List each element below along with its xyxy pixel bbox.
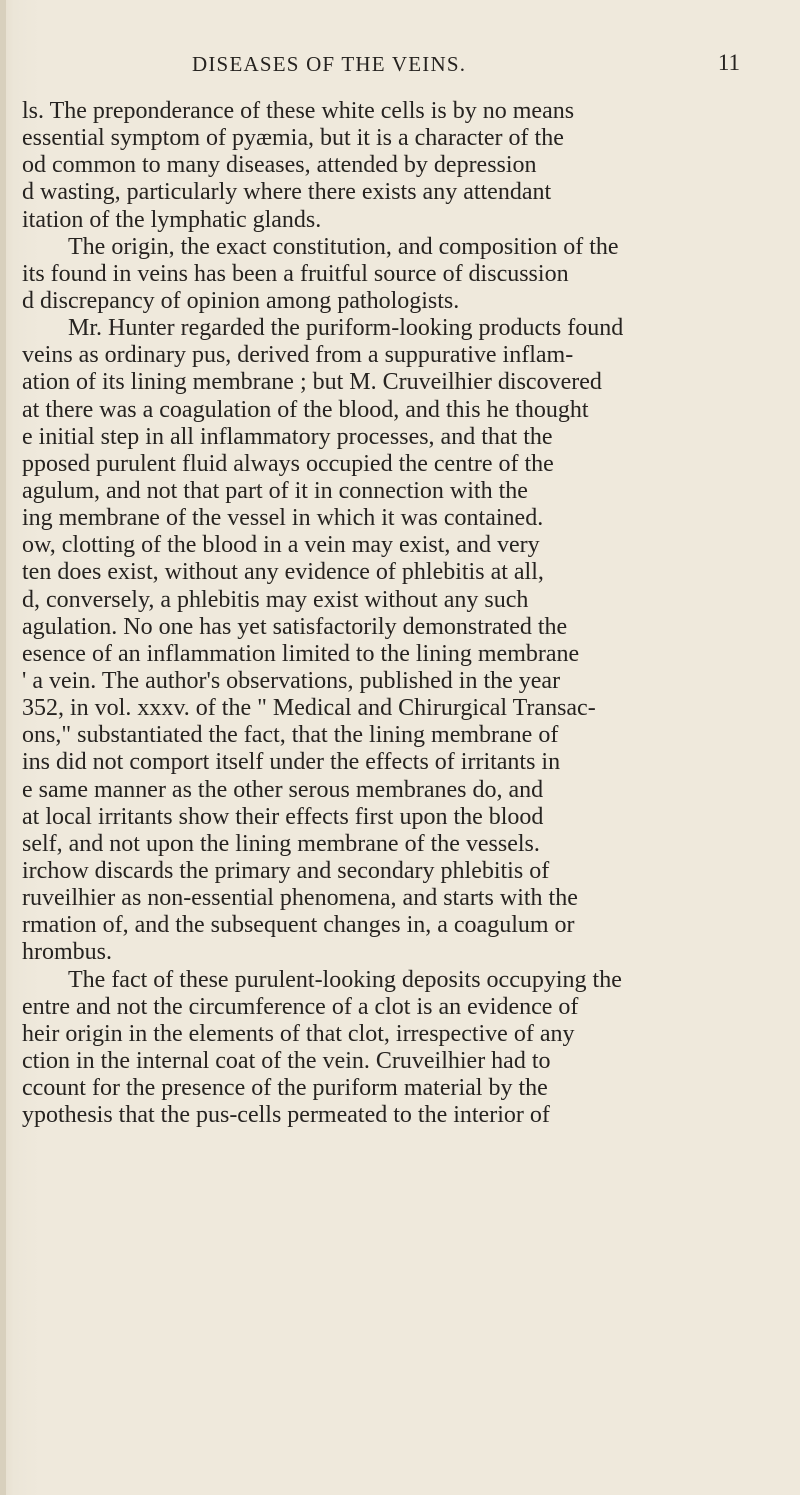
text-line: veins as ordinary pus, derived from a suppurative inflam- [22,342,574,369]
text-line: self, and not upon the lining membrane of the vessels. [22,830,540,857]
text-line: ation of its lining membrane ; but M. Cruveilhier discovered [22,369,602,396]
text-line: agulation. No one has yet satisfactorily demonstrated the [22,613,568,640]
text-line: ypothesis that the pus-cells permeated to the interior of [22,1102,550,1129]
text-line: pposed purulent fluid always occupied the centre of the [22,450,554,477]
text-line: essential symptom of pyæmia, but it is a character of the [22,125,564,152]
text-line: d discrepancy of opinion among pathologists. [22,287,460,314]
text-line: ruveilhier as non-essential phenomena, and starts with the [22,885,578,912]
text-line: ' a vein. The author's observations, published in the year [22,667,561,694]
text-line: agulum, and not that part of it in connection with the [22,477,528,504]
text-line: ls. The preponderance of these white cells is by no means [22,98,575,124]
text-line: d, conversely, a phlebitis may exist without any such [22,586,529,613]
text-line: ction in the internal coat of the vein. Cruveilhier had to [22,1047,551,1074]
text-line: Mr. Hunter regarded the puriform-looking products found [68,315,624,342]
page-number: 11 [717,50,740,75]
running-head [100,50,740,86]
text-line: d wasting, particularly where there exists any attendant [22,179,552,206]
text-line: esence of an inflammation limited to the lining membrane [22,640,580,667]
text-line: irchow discards the primary and secondary phlebitis of [22,857,550,884]
text-line: at there was a coagulation of the blood, and this he thought [22,396,589,423]
running-title: DISEASES OF THE VEINS. [192,52,467,76]
text-line: rmation of, and the subsequent changes in, a coagulum or [22,912,575,939]
text-line: ten does exist, without any evidence of phlebitis at all, [22,559,544,586]
text-line: 352, in vol. xxxv. of the " Medical and Chirurgical Transac- [22,695,596,722]
text-line: od common to many diseases, attended by depression [22,152,537,179]
text-line: The fact of these purulent-looking deposits occupying the [68,966,622,993]
text-line: The origin, the exact constitution, and composition of the [68,233,619,260]
text-line: itation of the lymphatic glands. [22,206,322,233]
text-line: ons," substantiated the fact, that the lining membrane of [22,722,559,749]
text-line: e same manner as the other serous membranes do, and [22,776,544,803]
text-line: heir origin in the elements of that clot, irrespective of any [22,1020,575,1047]
gutter-shadow [0,0,6,1495]
text-line: e initial step in all inflammatory processes, and that the [22,423,553,450]
text-line: its found in veins has been a fruitful source of discussion [22,260,569,287]
text-line: ow, clotting of the blood in a vein may exist, and very [22,532,540,559]
text-line: entre and not the circumference of a clot is an evidence of [22,993,579,1020]
text-line: ins did not comport itself under the effects of irritants in [22,749,561,776]
text-line: ccount for the presence of the puriform material by the [22,1075,548,1102]
text-line: ing membrane of the vessel in which it was contained. [22,505,544,532]
text-line: at local irritants show their effects first upon the blood [22,803,544,830]
body-text [22,98,782,1129]
text-line: hrombus. [22,939,112,966]
